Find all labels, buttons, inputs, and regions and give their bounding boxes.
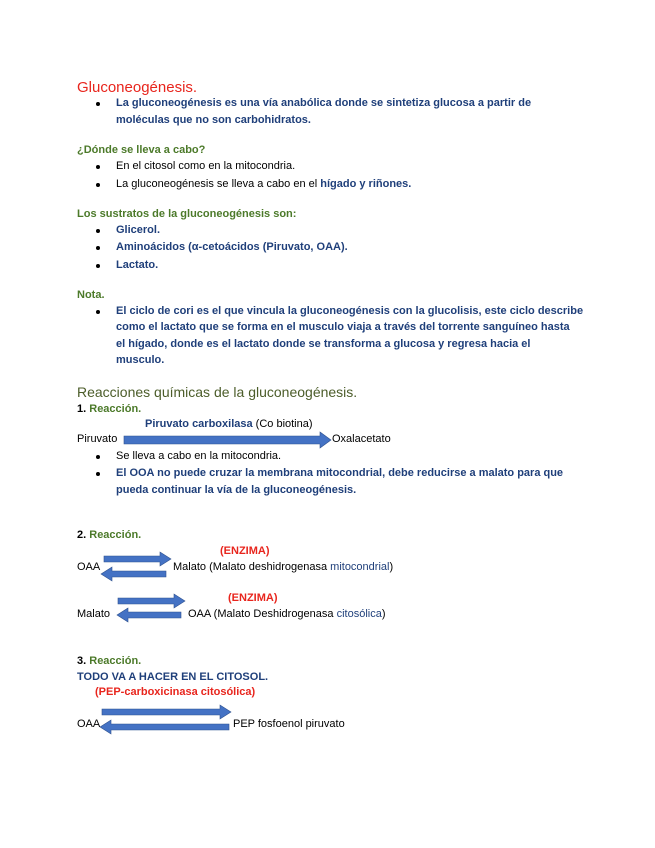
- definition-line: moléculas que no son carbohidratos.: [116, 114, 311, 126]
- reaction-number: 2.: [77, 529, 87, 541]
- enzyme-label: (ENZIMA): [220, 545, 270, 557]
- reactions-heading: Reacciones químicas de la gluconeogénesis.: [77, 384, 358, 400]
- reaction-1-substrate: Piruvato: [77, 433, 118, 445]
- reaction-label: Reacción.: [89, 403, 142, 415]
- where-item: En el citosol como en la mitocondria.: [116, 160, 296, 172]
- enzyme-label: (ENZIMA): [228, 592, 278, 604]
- forward-arrow: [124, 432, 331, 448]
- reaction-1-note: El OOA no puede cruzar la membrana mitocondrial, debe reducirse a malato para que: [116, 467, 564, 479]
- organs-highlight: hígado y riñones.: [320, 178, 412, 190]
- note-line: el hígado, donde es el lactato donde se transforma a glucosa y regresa hacia el: [116, 338, 531, 350]
- reaction-1-note: Se lleva a cabo en la mitocondria.: [116, 450, 282, 462]
- note-line: El ciclo de cori es el que vincula la gluconeogénesis con la glucolisis, este ciclo describe: [116, 305, 584, 317]
- substrate-item: Aminoácidos (α-cetoácidos (Piruvato, OAA).: [116, 241, 348, 253]
- substrate-item: Lactato.: [116, 259, 159, 271]
- enzyme-label: (PEP-carboxicinasa citosólica): [95, 686, 256, 698]
- substrates-heading: Los sustratos de la gluconeogénesis son:: [77, 208, 297, 220]
- reaction-2b-text: OAA (Malato Deshidrogenasa: [188, 608, 337, 620]
- cofactor-text: (Co biotina): [252, 418, 313, 430]
- cytosol-note: TODO VA A HACER EN EL CITOSOL.: [77, 671, 269, 683]
- note-line: como el lactato que se forma en el musculo viaja a través del torrente sanguíneo hasta: [116, 321, 570, 333]
- forward-arrow: [102, 705, 231, 719]
- note-line: musculo.: [116, 354, 165, 366]
- definition-line: La gluconeogénesis es una vía anabólica donde se sintetiza glucosa a partir de: [116, 97, 532, 109]
- reaction-number: 3.: [77, 655, 87, 667]
- reaction-1-note: pueda continuar la vía de la gluconeogénesis.: [116, 484, 357, 496]
- substrate-item: Glicerol.: [116, 224, 161, 236]
- forward-arrow: [104, 552, 171, 566]
- forward-arrow: [118, 594, 185, 608]
- section-title: Gluconeogénesis.: [77, 79, 198, 96]
- reaction-2a-left: OAA: [77, 561, 101, 573]
- reverse-arrow: [117, 608, 181, 622]
- reaction-2a-text: Malato (Malato deshidrogenasa: [173, 561, 331, 573]
- reaction-3-left: OAA: [77, 718, 101, 730]
- reaction-label: Reacción.: [89, 529, 142, 541]
- reaction-2b-left: Malato: [77, 608, 111, 620]
- reaction-number: 1.: [77, 403, 87, 415]
- reaction-label: Reacción.: [89, 655, 142, 667]
- reaction-3-right: PEP fosfoenol piruvato: [233, 718, 345, 730]
- where-item-text: La gluconeogénesis se lleva a cabo en el: [116, 178, 321, 190]
- where-heading: ¿Dónde se lleva a cabo?: [77, 144, 206, 156]
- reaction-1-product: Oxalacetato: [332, 433, 391, 445]
- location-highlight: mitocondrial: [330, 561, 390, 573]
- reverse-arrow: [101, 567, 166, 581]
- reaction-2a-suffix: ): [389, 561, 394, 573]
- reverse-arrow: [100, 720, 229, 734]
- note-heading: Nota.: [77, 289, 105, 301]
- location-highlight: citosólica: [336, 608, 382, 620]
- reaction-2b-suffix: ): [381, 608, 386, 620]
- enzyme-name: Piruvato carboxilasa: [145, 418, 253, 430]
